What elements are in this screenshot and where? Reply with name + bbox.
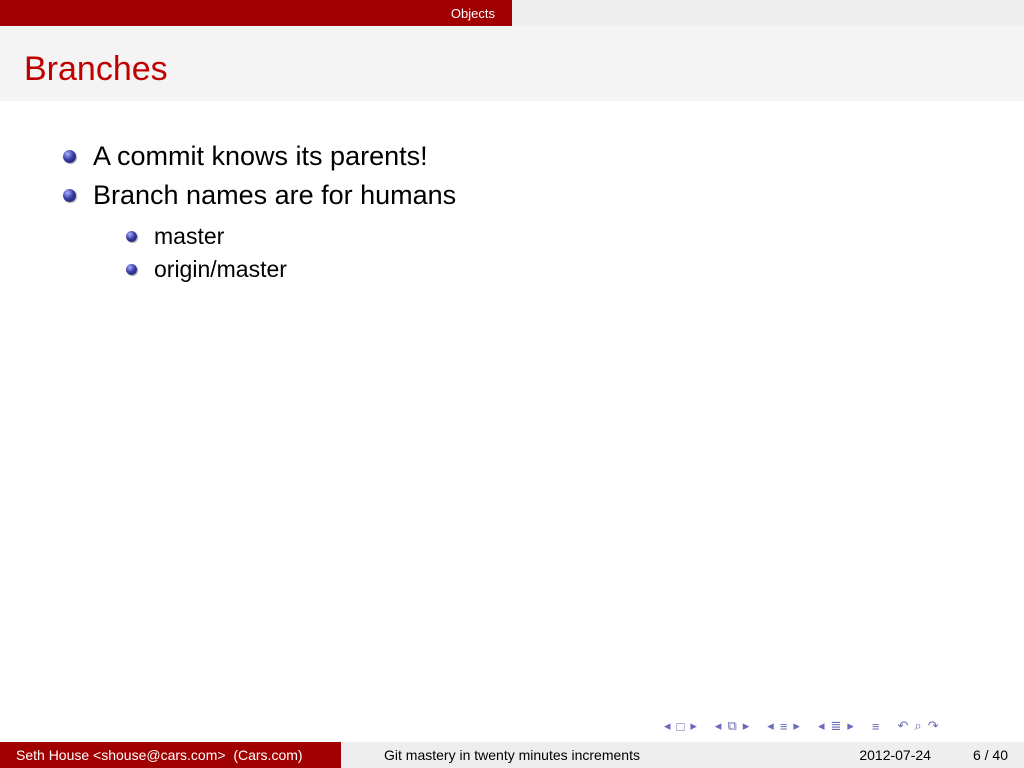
frame-next-icon[interactable]: ▸ [742, 718, 750, 733]
section-label: Objects [450, 5, 495, 21]
bullet-icon [126, 231, 137, 242]
footer-title-box [341, 742, 683, 768]
footer-date: 2012-07-24 [859, 747, 931, 763]
bullet-icon [63, 189, 76, 202]
search-icon[interactable]: ⌕ [914, 718, 922, 733]
frame-title: Branches [24, 50, 168, 88]
footer-author-box [0, 742, 341, 768]
frame-prev-icon[interactable]: ◂ [714, 718, 722, 733]
footer-institute: (Cars.com) [233, 747, 303, 763]
section-icon[interactable]: ≣ [830, 718, 842, 733]
footer-date-box [683, 742, 1024, 768]
sub-list-item [126, 223, 224, 250]
slide-next-icon[interactable]: ▸ [690, 718, 697, 733]
subsection-prev-icon[interactable]: ◂ [767, 718, 774, 733]
footer [0, 742, 1024, 768]
bullet-icon [63, 150, 76, 163]
list-item-text: A commit knows its parents! [93, 141, 428, 171]
list-item [63, 180, 456, 211]
slide-prev-icon[interactable]: ◂ [664, 718, 671, 733]
navigation-symbols [664, 716, 945, 736]
subsection-icon[interactable]: ≡ [779, 718, 788, 734]
frame-title-bar [0, 26, 1024, 101]
toc-icon[interactable]: ≡ [871, 718, 880, 734]
page-number: 6 / 40 [972, 747, 1008, 763]
footer-author: Seth House <shouse@cars.com> [16, 747, 226, 763]
frame-icon[interactable]: ⧉ [727, 718, 737, 733]
section-prev-icon[interactable]: ◂ [817, 718, 825, 733]
subsection-next-icon[interactable]: ▸ [793, 718, 800, 733]
undo-icon[interactable]: ↶ [897, 718, 909, 733]
list-item [63, 141, 428, 172]
sub-list-item-text: origin/master [154, 256, 287, 282]
slide-icon[interactable]: □ [676, 718, 685, 734]
sub-list-item-text: master [154, 223, 225, 249]
section-nav-objects[interactable] [0, 0, 512, 26]
section-next-icon[interactable]: ▸ [847, 718, 854, 733]
redo-icon[interactable]: ↷ [927, 718, 939, 733]
bullet-icon [126, 264, 137, 275]
navigation-bar [0, 0, 1024, 26]
footer-title: Git mastery in twenty minutes increments [384, 747, 640, 763]
list-item-text: Branch names are for humans [93, 180, 457, 210]
sub-list-item [126, 256, 287, 283]
